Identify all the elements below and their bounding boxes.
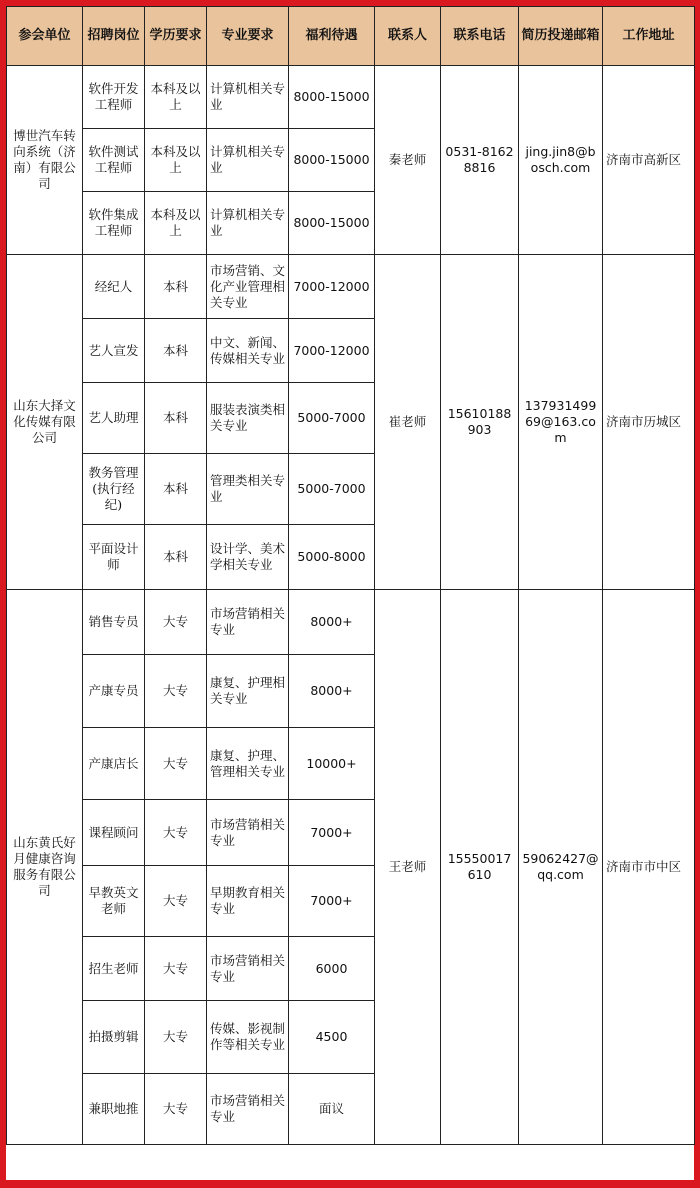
header-salary: 福利待遇 bbox=[289, 7, 375, 66]
job-title: 产康店长 bbox=[83, 728, 145, 800]
company-name: 山东大择文化传媒有限公司 bbox=[7, 255, 83, 590]
job-education: 大专 bbox=[145, 1001, 207, 1074]
company-phone: 0531-81628816 bbox=[441, 66, 519, 255]
job-title: 经纪人 bbox=[83, 255, 145, 319]
job-education: 大专 bbox=[145, 655, 207, 728]
job-education: 大专 bbox=[145, 866, 207, 937]
job-education: 本科及以上 bbox=[145, 66, 207, 129]
job-title: 软件测试工程师 bbox=[83, 129, 145, 192]
job-title: 兼职地推 bbox=[83, 1074, 145, 1145]
job-salary: 4500 bbox=[289, 1001, 375, 1074]
job-salary: 10000+ bbox=[289, 728, 375, 800]
job-major: 中文、新闻、传媒相关专业 bbox=[207, 319, 289, 383]
job-salary: 5000-8000 bbox=[289, 525, 375, 590]
company-email: jing.jin8@bosch.com bbox=[519, 66, 603, 255]
job-major: 管理类相关专业 bbox=[207, 454, 289, 525]
header-major: 专业要求 bbox=[207, 7, 289, 66]
job-education: 本科 bbox=[145, 319, 207, 383]
job-salary: 面议 bbox=[289, 1074, 375, 1145]
company-name: 博世汽车转向系统（济南）有限公司 bbox=[7, 66, 83, 255]
job-title: 教务管理(执行经纪) bbox=[83, 454, 145, 525]
job-major: 计算机相关专业 bbox=[207, 66, 289, 129]
job-title: 课程顾问 bbox=[83, 800, 145, 866]
job-major: 康复、护理、管理相关专业 bbox=[207, 728, 289, 800]
job-salary: 5000-7000 bbox=[289, 383, 375, 454]
header-email: 简历投递邮箱 bbox=[519, 7, 603, 66]
company-phone: 15610188903 bbox=[441, 255, 519, 590]
company-contact: 秦老师 bbox=[375, 66, 441, 255]
job-title: 早教英文老师 bbox=[83, 866, 145, 937]
job-major: 早期教育相关专业 bbox=[207, 866, 289, 937]
job-education: 本科 bbox=[145, 454, 207, 525]
job-salary: 6000 bbox=[289, 937, 375, 1001]
job-major: 计算机相关专业 bbox=[207, 192, 289, 255]
job-education: 本科 bbox=[145, 383, 207, 454]
job-major: 服装表演类相关专业 bbox=[207, 383, 289, 454]
job-title: 产康专员 bbox=[83, 655, 145, 728]
job-title: 平面设计师 bbox=[83, 525, 145, 590]
company-email: 13793149969@163.com bbox=[519, 255, 603, 590]
company-address: 济南市高新区 bbox=[603, 66, 695, 255]
header-company: 参会单位 bbox=[7, 7, 83, 66]
job-education: 大专 bbox=[145, 728, 207, 800]
job-education: 本科 bbox=[145, 255, 207, 319]
company-address: 济南市历城区 bbox=[603, 255, 695, 590]
job-education: 大专 bbox=[145, 937, 207, 1001]
job-major: 传媒、影视制作等相关专业 bbox=[207, 1001, 289, 1074]
job-major: 市场营销、文化产业管理相关专业 bbox=[207, 255, 289, 319]
job-title: 软件集成工程师 bbox=[83, 192, 145, 255]
header-row bbox=[7, 7, 695, 66]
job-salary: 8000-15000 bbox=[289, 192, 375, 255]
company-contact: 王老师 bbox=[375, 590, 441, 1145]
company-phone: 15550017610 bbox=[441, 590, 519, 1145]
header-position: 招聘岗位 bbox=[83, 7, 145, 66]
job-education: 本科及以上 bbox=[145, 129, 207, 192]
job-major: 市场营销相关专业 bbox=[207, 800, 289, 866]
job-major: 市场营销相关专业 bbox=[207, 1074, 289, 1145]
table-row bbox=[7, 255, 695, 319]
company-address: 济南市市中区 bbox=[603, 590, 695, 1145]
header-phone: 联系电话 bbox=[441, 7, 519, 66]
job-major: 设计学、美术学相关专业 bbox=[207, 525, 289, 590]
job-title: 拍摄剪辑 bbox=[83, 1001, 145, 1074]
job-major: 市场营销相关专业 bbox=[207, 590, 289, 655]
job-salary: 8000+ bbox=[289, 655, 375, 728]
job-salary: 8000-15000 bbox=[289, 129, 375, 192]
recruitment-table bbox=[6, 6, 695, 1145]
job-salary: 7000-12000 bbox=[289, 319, 375, 383]
job-salary: 7000+ bbox=[289, 800, 375, 866]
job-salary: 7000-12000 bbox=[289, 255, 375, 319]
table-row bbox=[7, 66, 695, 129]
header-contact: 联系人 bbox=[375, 7, 441, 66]
company-email: 59062427@qq.com bbox=[519, 590, 603, 1145]
job-education: 本科及以上 bbox=[145, 192, 207, 255]
job-salary: 5000-7000 bbox=[289, 454, 375, 525]
job-title: 销售专员 bbox=[83, 590, 145, 655]
job-salary: 8000+ bbox=[289, 590, 375, 655]
job-education: 大专 bbox=[145, 590, 207, 655]
recruitment-sheet bbox=[6, 6, 694, 1180]
job-major: 市场营销相关专业 bbox=[207, 937, 289, 1001]
header-address: 工作地址 bbox=[603, 7, 695, 66]
job-education: 本科 bbox=[145, 525, 207, 590]
job-major: 康复、护理相关专业 bbox=[207, 655, 289, 728]
job-salary: 7000+ bbox=[289, 866, 375, 937]
table-row bbox=[7, 590, 695, 655]
company-name: 山东黄氏好月健康咨询服务有限公司 bbox=[7, 590, 83, 1145]
job-title: 招生老师 bbox=[83, 937, 145, 1001]
job-title: 艺人宣发 bbox=[83, 319, 145, 383]
job-education: 大专 bbox=[145, 1074, 207, 1145]
job-education: 大专 bbox=[145, 800, 207, 866]
header-education: 学历要求 bbox=[145, 7, 207, 66]
job-title: 艺人助理 bbox=[83, 383, 145, 454]
job-title: 软件开发工程师 bbox=[83, 66, 145, 129]
job-salary: 8000-15000 bbox=[289, 66, 375, 129]
job-major: 计算机相关专业 bbox=[207, 129, 289, 192]
company-contact: 崔老师 bbox=[375, 255, 441, 590]
